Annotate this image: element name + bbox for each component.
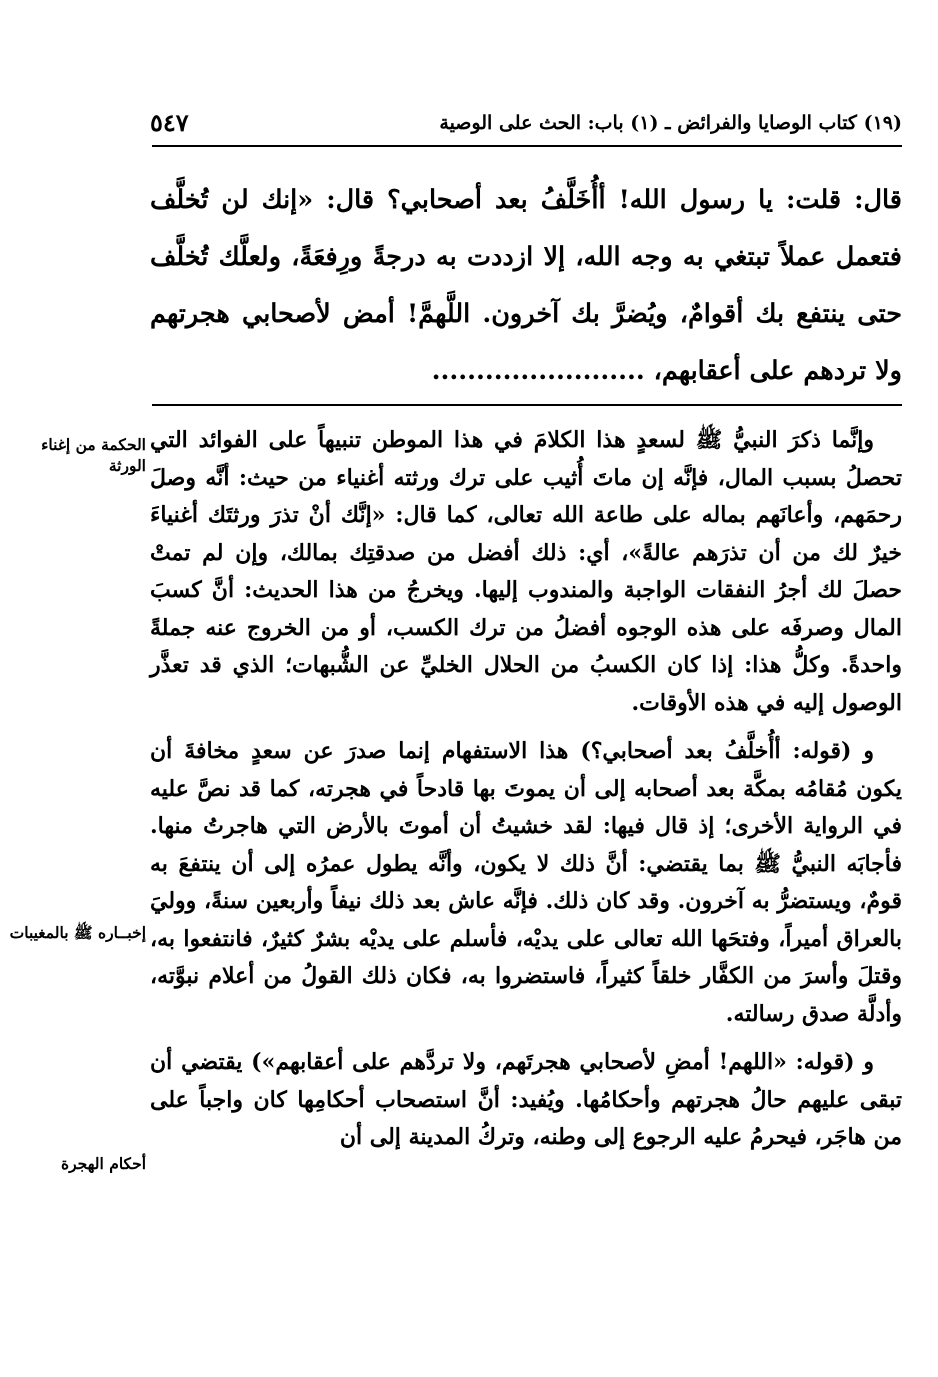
ellipsis-dots: ........................ xyxy=(431,356,645,386)
margin-note-unseen-news: إخبــاره ﷺ بالمغيبات xyxy=(9,923,146,942)
running-title: (١٩) كتاب الوصايا والفرائض ـ (١) باب: الحث على الوصية xyxy=(439,112,902,134)
commentary-paragraph-3: و (قوله: «اللهم! أمضِ لأصحابي هجرتَهم، ولا تردَّهم على أعقابهم») يقتضي أن تبقى عليهم حالُ هجرتهم وأحكامُها. ويُفيد: أنَّ استصحاب أحكامِها كان واجباً على من هاجَر، فيحرمُ عليه الرجوع إلى وطنه، وتركُ المدينة إلى أن xyxy=(150,1049,902,1150)
commentary-paragraph-2: و (قوله: أأُخلَّفُ بعد أصحابي؟) هذا الاستفهام إنما صدرَ عن سعدٍ مخافةَ أن يكون مُقامُه بمكَّة بعد أصحابه إلى أن يموتَ بها قادحاً في هجرته، كما قد نصَّ عليه في الرواية الأخرى؛ إذ قال فيها: لقد خشيتُ أن أموتَ بالأرض التي هاجرتُ منها. فأجابَه النبيُّ ﷺ بما يقتضي: أنَّ ذلك لا يكون، وأنَّه يطول عمرُه إلى أن ينتفعَ به قومٌ، ويستضرُّ به آخرون. وقد كان ذلك. فإنَّه عاش بعد ذلك نيفاً وأربعين سنةً، ووليَ بالعراق أميراً، وفتحَها الله تعالى على يديْه، فأسلم على يديْه بشرٌ كثيرٌ، فانتفعوا به، وقتلَ وأسرَ من الكفَّار خلقاً كثيراً، فاستضروا به، فكان ذلك القولُ من أعلام نبوَّته، وأدلَّة صدق رسالته. xyxy=(150,738,902,1027)
page-number: ٥٤٧ xyxy=(150,108,189,137)
margin-note-hijra-rulings: أحكام الهجرة xyxy=(60,1154,146,1173)
hadith-paragraph xyxy=(150,172,902,400)
header-rule xyxy=(152,145,902,147)
commentary-paragraph-1: وإنَّما ذكرَ النبيُّ ﷺ لسعدٍ هذا الكلامَ في هذا الموطن تنبيهاً على الفوائد التي تحصلُ بسبب المال، فإنَّه إن ماتَ أُثيب على ترك ورثته أغنياء من حيث: أنَّه وصلَ رحمَهم، وأعانَهم بماله على طاعة الله تعالى، كما قال: «إنَّك أنْ تذرَ ورثتَك أغنياءَ خيرٌ لك من أن تذرَهم عالةً»، أي: ذلك أفضل من صدقتِك بمالك، وإن لم تمتْ حصلَ لك أجرُ النفقات الواجبة والمندوب إليها. ويخرجُ من هذا الحديث: أنَّ كسبَ المال وصرفَه على هذه الوجوه أفضلُ من ترك الكسب، أو من الخروج عنه جملةً واحدةً. وكلُّ هذا: إذا كان الكسبُ من الحلال الخليِّ عن الشُّبهات؛ الذي قد تعذَّر الوصول إليه في هذه الأوقات. xyxy=(150,427,902,716)
page-header xyxy=(150,108,902,142)
margin-note-wealth-heirs: الحكمة من إغناء الورثة xyxy=(41,435,146,475)
hadith-text-block xyxy=(150,172,902,400)
section-divider-rule xyxy=(152,404,902,406)
commentary-block xyxy=(150,422,902,1157)
hadith-text: قال: قلت: يا رسول الله! أأُخَلَّفُ بعد أصحابي؟ قال: «إنك لن تُخلَّف فتعمل عملاً تبتغي به وجه الله، إلا ازددت به درجةً ورِفعَةً، ولعلَّك تُخلَّف حتى ينتفع بك أقوامٌ، ويُضرَّ بك آخرون. اللَّهمَّ! أمض لأصحابي هجرتهم ولا تردهم على أعقابهم، xyxy=(150,185,902,386)
